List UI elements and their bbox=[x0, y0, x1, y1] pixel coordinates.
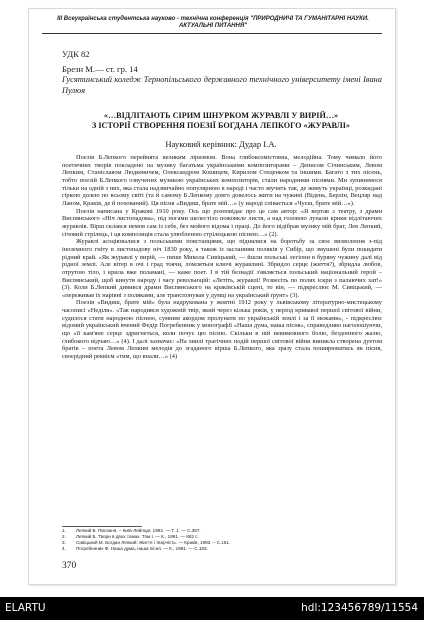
article-body bbox=[62, 154, 382, 361]
conference-header bbox=[28, 16, 398, 30]
footnote-number: 4. bbox=[62, 545, 66, 551]
footnote-text: Сивіцький М. Богдан Лепкий: Життя і творчість. — Краків, 1993. – С.161. bbox=[76, 539, 231, 545]
article-title-line-1: «…ВІДЛІТАЮТЬ СІРИМ ШНУРКОМ ЖУРАВЛІ У ВИРІЙ…» bbox=[103, 111, 339, 120]
repository-name[interactable]: ELARTU bbox=[5, 602, 46, 614]
conference-header-line-2: АКТУАЛЬНІ ПИТАННЯ" bbox=[178, 23, 248, 29]
paragraph: Поезія написана у Кракові 1910 року. Ось що розповідає про це сам автор: «Я вертав з театру, з драми Виспянського «Ніч листопадова», під ногами шелестіло пожовкле листя, а над головою лунали крики відлітаючих журавлів. Вірш склався немов сам із себе, без мойого відома і праці. До його підібрав музику мій брат, Лев Лепкий, січовий стрілець, і ця композиція стала улюбленою стрілецькою піснею…» (2). bbox=[62, 207, 382, 238]
header-divider bbox=[42, 33, 382, 34]
footnote-divider bbox=[62, 526, 142, 527]
article-title bbox=[62, 111, 380, 131]
footnote-number: 1. bbox=[62, 528, 66, 533]
author-line: Брезн М.— ст. гр. 14 bbox=[62, 64, 138, 74]
footnote-text: Погребенник Ф. Наша дума, наша пісня. — К., 1991. — С.183. bbox=[76, 545, 208, 551]
conference-header-line-1: ІІІ Всеукраїнська студентська науково - технічна конференція "ПРИРОДНИЧІ ТА ГУМАНІТАРНІ НАУКИ. bbox=[57, 16, 369, 22]
handle-identifier[interactable]: hdl:123456789/11554 bbox=[301, 602, 418, 614]
page-number: 370 bbox=[62, 561, 77, 571]
paragraph: Журавлі асоціювалися з польськими повстанцями, що піднялися на боротьбу за своє визволення з-під іноземного гніту в листопадову ніч 1830 року, а також із засланням поляків у Сибір, що змушені були покидати рідний край. «Як журавлі у вирій, — пише Микола Сивіцький, — йшли польські легіони в буряну чужину далі від рідної землі. Але вітер в очі і град тоячи, ломлятьєя ключі журавлині. Збридло серце (життя?), збридла любов, отрутою тіло, і крила вже поламані, — каже поет. І в тій безнадії з'являється польський національний герой – Виспянський, щоб кинути народу і часу револьюцій: «Летіть, журавлі! Розвесіть по полях іскри з палаючих хат!» (3). Коли Б.Лепкий дивився драми Виспянського на краківській сцені, то він, — підкреслює М. Сивіцький, — «переживав їх нарівні з поляками, але транспонував у думці на український ґрунт» (3). bbox=[62, 238, 382, 299]
udk-code: УДК 82 bbox=[62, 49, 90, 59]
footnote-text: Лепкий Б. Твори в двох томах. Том I. — К., 1991. — 862 с. bbox=[76, 533, 199, 539]
footnote-number: 3. bbox=[62, 539, 66, 545]
footnote-text: Лепкий Б. Писання. – Київ-Лейпциг, 1992. — Т. 1. — С.387. bbox=[76, 528, 201, 533]
footnote-number: 2. bbox=[62, 533, 66, 539]
paragraph: Поезія Б.Лепкого перейнята великим ліризмом. Вона глибокоэмістовна, мелодійна. Тому чимало його поетичних творів покладено на музику багатьма українськими композиторами – Денисом Січинським, Левом Лепким, Станіславом Людкевичем, Олександром Кошицем, Кирилом Стеценком та іншими. Багато з тих пісень, тобто поезій Б.Лепкого озвучених музикою українських композиторів, стали народними піснями. Ми зупинимося тільки на одній з них, яка стала надзвичайно популярною в народі і часто звучить так, де живуть українці, розкидані гіркою долею по всьому світі (та й самому Б.Лепкому довго довелось жити на чужині (Відень, Берлін, Вецлар над Ланом, Краків, де й похований). Ця пісня «Видиш, брате мій…» (у народі співається «Чуєш, брате мій…»). bbox=[62, 154, 382, 207]
footnotes bbox=[62, 528, 382, 552]
supervisor-line: Науковий керівник: Дудар І.А. bbox=[165, 139, 277, 149]
footnote-item bbox=[62, 546, 382, 552]
paragraph: Поезія «Видиш, брате мій» була надрукована у жовтні 1912 року у львівському літературно-мистецькому часописі «Неділя». «Так народився художній твір, який через кілька років, у період кривавої першої світової війни, судилося стати народною піснею, сумним акордом пролунати по українській землі і за її межами», - підкреслює відомий український вчений Федір Погребенник у монографії «Наша дума, наша пісня», справедливо наголошуючи, що «її кам'яне серце здригнеться, коли почує цю пісню. Скільки в ній невимовного болю, бездонного жалю, глибокого відчаю…» (4). І далі зазначає: «На хвилі трагічних подій першої світової війни виникла створена дуетом братів – поета Левом Лепким мелодія до згаданого вірша Б.Лепкого, яка зразу стала поширюватись як пісня, своєрідний реквієм «тим, що впали…» (4) bbox=[62, 299, 382, 361]
repository-footer-bar bbox=[0, 597, 424, 620]
affiliation: Гусятинський коледж Тернопільського державного технічного університету імені Івана Пулюя bbox=[62, 75, 382, 95]
article-title-line-2: З ІСТОРІЇ СТВОРЕННЯ ПОЕЗІЇ БОГДАНА ЛЕПКОГО «ЖУРАВЛІ» bbox=[91, 121, 351, 130]
